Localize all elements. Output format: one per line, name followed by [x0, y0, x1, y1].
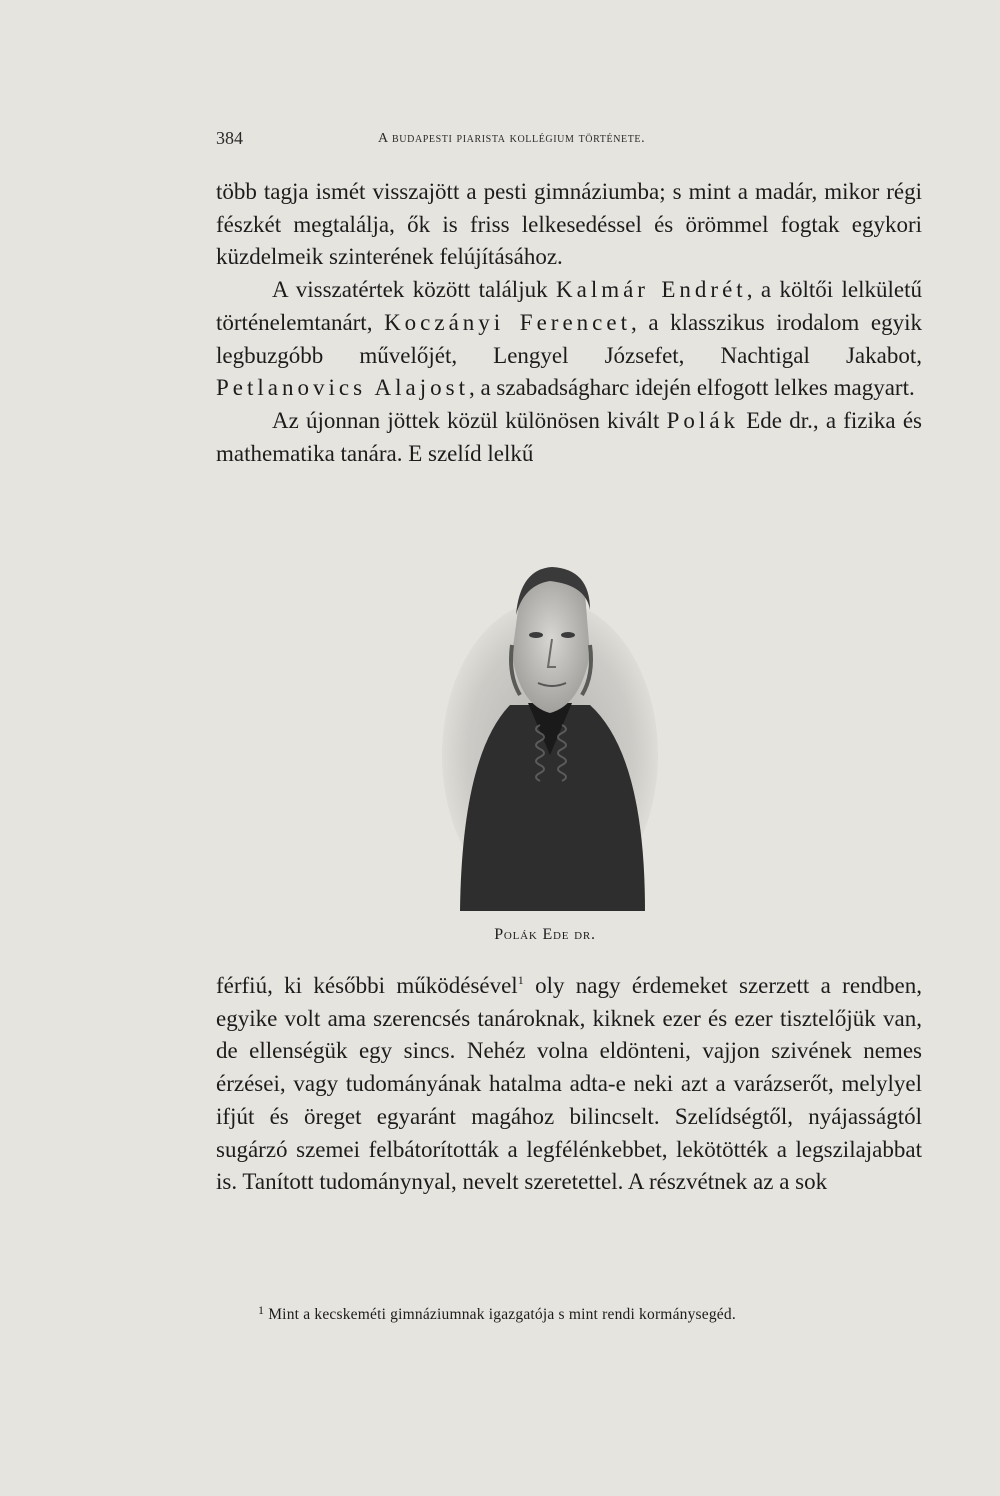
running-title: A budapesti piarista kollégium története.	[378, 131, 646, 146]
name-polak: Polák	[666, 407, 740, 433]
paragraph-4-text: oly nagy érdemeket szerzett a rendben, egyike volt ama szerencsés tanároknak, kiknek ezer és ezer tisztelőjük van, de ellenségük egy sincs. Nehéz volna eldönteni, vajjon szivének nemes érzései, vagy tudományának hatalma adta-e neki azt a varázserőt, melylyel ifjút és öreget egyaránt magához bilincselt. Szelídségtől, nyájasságtól sugárzó szemei felbátorították a legfélénkebbet, lekötötték a legszilajabbat is. Tanított tudománynyal, nevelt szeretettel. A részvétnek az a sok	[216, 973, 922, 1195]
name-petlanovics-alajos: Petlanovics Alajost	[216, 375, 469, 401]
page-number: 384	[216, 128, 243, 148]
paragraph-2	[216, 274, 922, 405]
paragraph-3-text: Ede dr., a fizika és mathematika tanára. E szelíd lelkű	[216, 407, 922, 466]
footnote-text: Mint a kecskeméti gimnáziumnak igazgatója s mint rendi kormánysegéd.	[268, 1306, 736, 1323]
name-koczanyi-ferenc: Koczányi Ferencet	[384, 309, 631, 335]
paragraph-1: több tagja ismét visszajött a pesti gimnáziumba; s mint a madár, mikor régi fészkét megtalálja, ők is friss lelkesedéssel és örömmel fogtak egykori küzdelmeik szinterének felújításához.	[216, 179, 922, 270]
page-header	[216, 128, 916, 152]
paragraph-2-text: , a szabadságharc idején elfogott lelkes magyart.	[468, 375, 915, 401]
paragraph-3-text: Az újonnan jöttek közül különösen kivált	[272, 407, 667, 433]
paragraph-4	[216, 970, 922, 1199]
paragraph-3	[216, 405, 922, 470]
paragraph-4-text: férfiú, ki későbbi működésével	[216, 973, 518, 998]
figure-caption: Polák Ede dr.	[494, 926, 596, 943]
paragraph-2-text: , a költői lelkületű történelemtanárt,	[216, 277, 923, 335]
portrait-illustration	[440, 555, 660, 911]
paragraph-2-text: A visszatértek között találjuk	[272, 277, 556, 303]
portrait-engraving	[440, 555, 660, 911]
footnote-mark: 1	[258, 1303, 265, 1317]
name-kalmar-endre: Kalmár Endrét	[556, 277, 747, 303]
upper-text	[216, 176, 922, 470]
footnote-reference: 1	[517, 973, 524, 987]
paragraph-2-text: , a klasszikus irodalom egyik legbuzgóbb művelőjét, Lengyel Józsefet, Nachtigal Jakabot,	[216, 309, 922, 368]
lower-text	[216, 970, 922, 1199]
footnote	[258, 1303, 922, 1324]
